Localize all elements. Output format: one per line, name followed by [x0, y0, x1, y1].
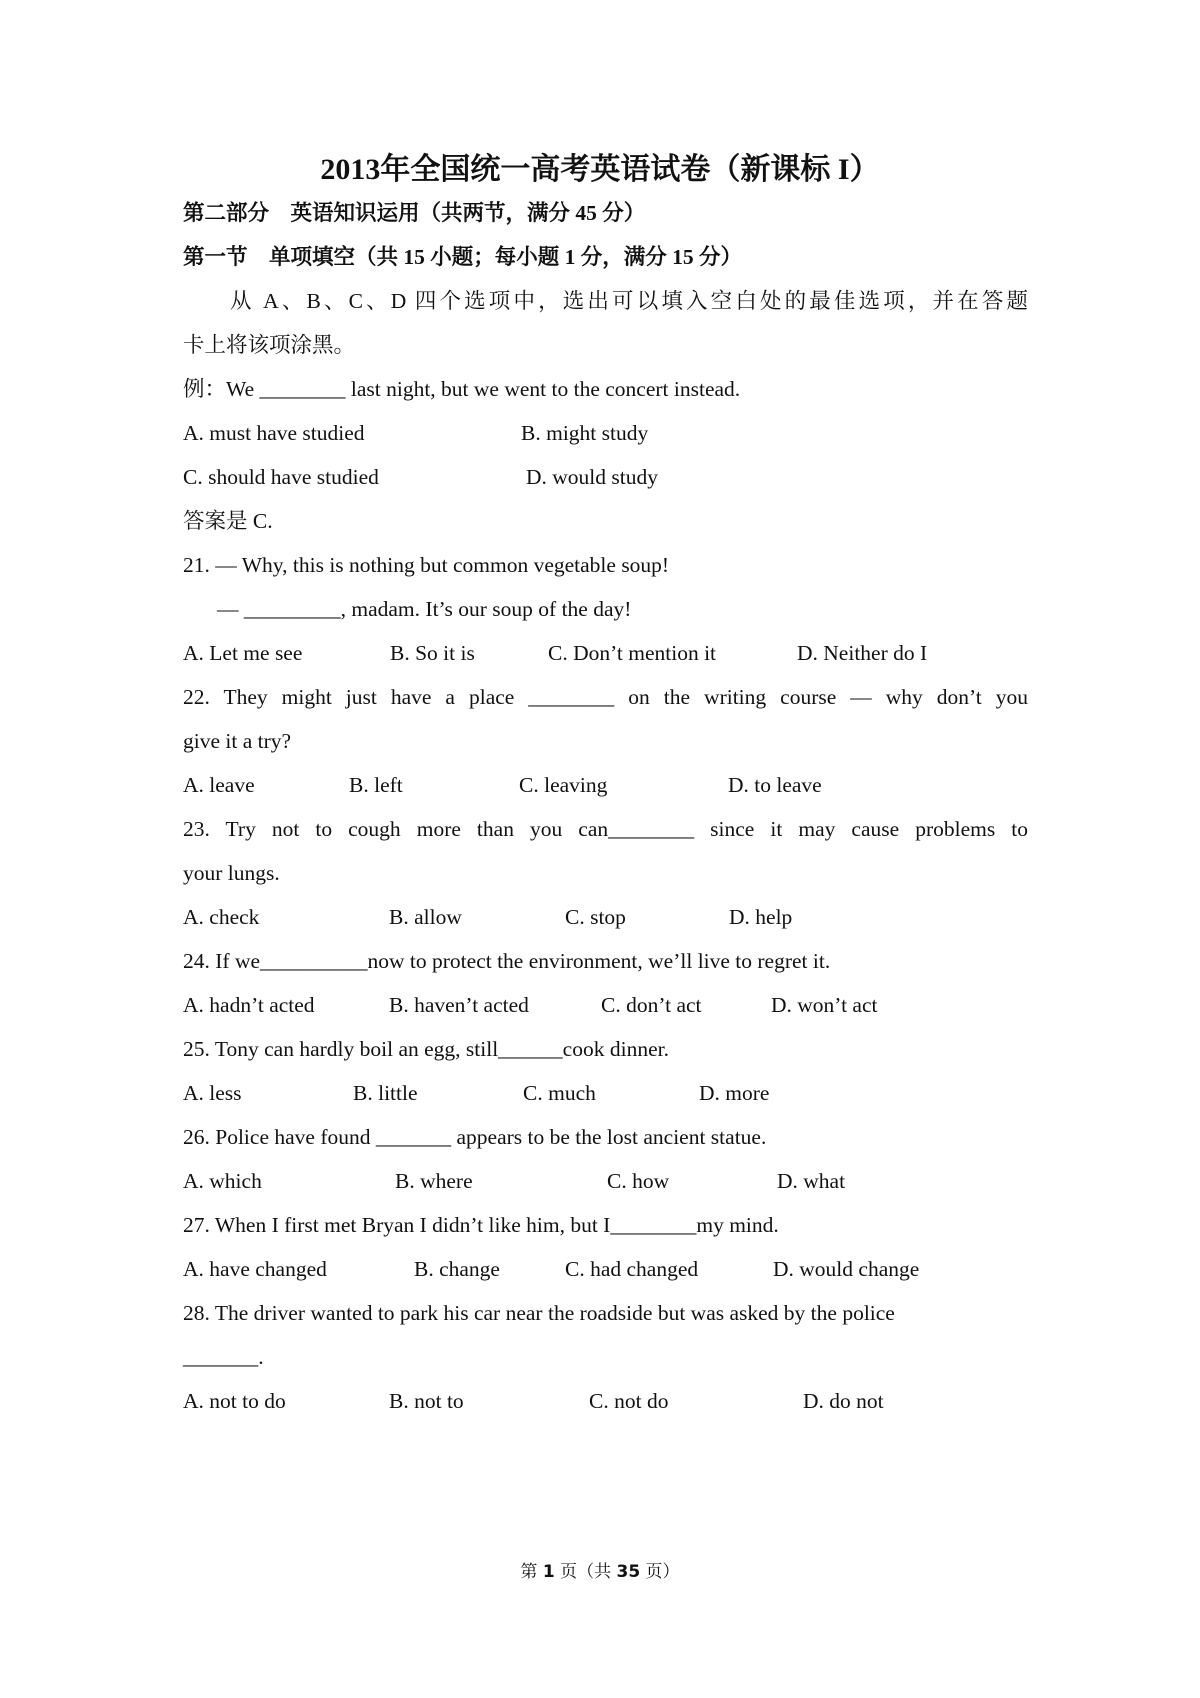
question-27-option-a: A. have changed	[183, 1257, 327, 1281]
section-heading: 第一节 单项填空（共 15 小题；每小题 1 分，满分 15 分）	[183, 245, 743, 269]
question-26-option-a: A. which	[183, 1169, 262, 1193]
example-option-c: C. should have studied	[183, 465, 379, 489]
question-25-option-a: A. less	[183, 1081, 242, 1105]
question-22-option-c: C. leaving	[519, 773, 608, 797]
question-21-option-b: B. So it is	[390, 641, 475, 665]
example-answer: 答案是 C.	[183, 509, 273, 533]
question-24-option-c: C. don’t act	[601, 993, 702, 1017]
instructions-line-2: 卡上将该项涂黑。	[183, 333, 356, 357]
example-option-b: B. might study	[521, 421, 649, 445]
question-28-option-a: A. not to do	[183, 1389, 286, 1413]
question-23-option-d: D. help	[729, 905, 793, 929]
question-24-stem: 24. If we__________now to protect the environment, we’ll live to regret it.	[183, 949, 831, 973]
question-25-stem: 25. Tony can hardly boil an egg, still______cook dinner.	[183, 1037, 669, 1061]
question-28-option-b: B. not to	[389, 1389, 464, 1413]
question-25-option-c: C. much	[523, 1081, 596, 1105]
question-23-option-c: C. stop	[565, 905, 626, 929]
footer-prefix: 第	[520, 1562, 543, 1582]
question-26-option-b: B. where	[395, 1169, 473, 1193]
question-25-option-d: D. more	[699, 1081, 770, 1105]
question-27-option-d: D. would change	[773, 1257, 920, 1281]
question-21-stem-line-2: — _________, madam. It’s our soup of the day!	[217, 597, 632, 621]
question-21-option-c: C. Don’t mention it	[548, 641, 717, 665]
current-page-number: 1	[542, 1562, 555, 1582]
question-24-option-a: A. hadn’t acted	[183, 993, 315, 1017]
question-28-option-c: C. not do	[589, 1389, 669, 1413]
question-21-stem-line-1: 21. — Why, this is nothing but common vegetable soup!	[183, 553, 670, 577]
question-26-option-c: C. how	[607, 1169, 670, 1193]
question-26-stem: 26. Police have found _______ appears to be the lost ancient statue.	[183, 1125, 767, 1149]
part-heading: 第二部分 英语知识运用（共两节，满分 45 分）	[183, 201, 646, 225]
question-25-option-b: B. little	[353, 1081, 418, 1105]
question-28-option-d: D. do not	[803, 1389, 884, 1413]
question-28-stem-line-1: 28. The driver wanted to park his car near the roadside but was asked by the police	[183, 1301, 895, 1325]
question-21-option-d: D. Neither do I	[797, 641, 928, 665]
question-26-option-d: D. what	[777, 1169, 846, 1193]
question-27-stem: 27. When I first met Bryan I didn’t like him, but I________my mind.	[183, 1213, 779, 1237]
question-21-option-a: A. Let me see	[183, 641, 303, 665]
footer-suffix: 页）	[640, 1562, 680, 1582]
question-23-stem-line-2: your lungs.	[183, 861, 280, 885]
example-option-a: A. must have studied	[183, 421, 365, 445]
question-22-stem-line-1: 22. They might just have a place ________ on the writing course — why don’t you	[183, 685, 1028, 709]
question-23-stem-line-1: 23. Try not to cough more than you can________ since it may cause problems to	[183, 817, 1028, 841]
footer-middle: 页（共	[554, 1562, 617, 1582]
total-pages-number: 35	[616, 1562, 641, 1582]
question-27-option-b: B. change	[414, 1257, 500, 1281]
question-22-option-b: B. left	[349, 773, 403, 797]
example-stem: 例：We ________ last night, but we went to the concert instead.	[183, 377, 741, 401]
example-option-d: D. would study	[526, 465, 658, 489]
question-28-stem-line-2: _______.	[183, 1345, 264, 1369]
exam-title: 2013年全国统一高考英语试卷（新课标 I）	[320, 153, 880, 186]
question-23-option-b: B. allow	[389, 905, 462, 929]
question-27-option-c: C. had changed	[565, 1257, 699, 1281]
question-22-option-d: D. to leave	[728, 773, 822, 797]
question-22-stem-line-2: give it a try?	[183, 729, 292, 753]
question-24-option-b: B. haven’t acted	[389, 993, 529, 1017]
question-24-option-d: D. won’t act	[771, 993, 878, 1017]
instructions-line-1: 从 A、B、C、D 四个选项中，选出可以填入空白处的最佳选项，并在答题	[230, 289, 1028, 313]
question-22-option-a: A. leave	[183, 773, 255, 797]
question-23-option-a: A. check	[183, 905, 260, 929]
page-footer	[0, 1560, 1200, 1584]
